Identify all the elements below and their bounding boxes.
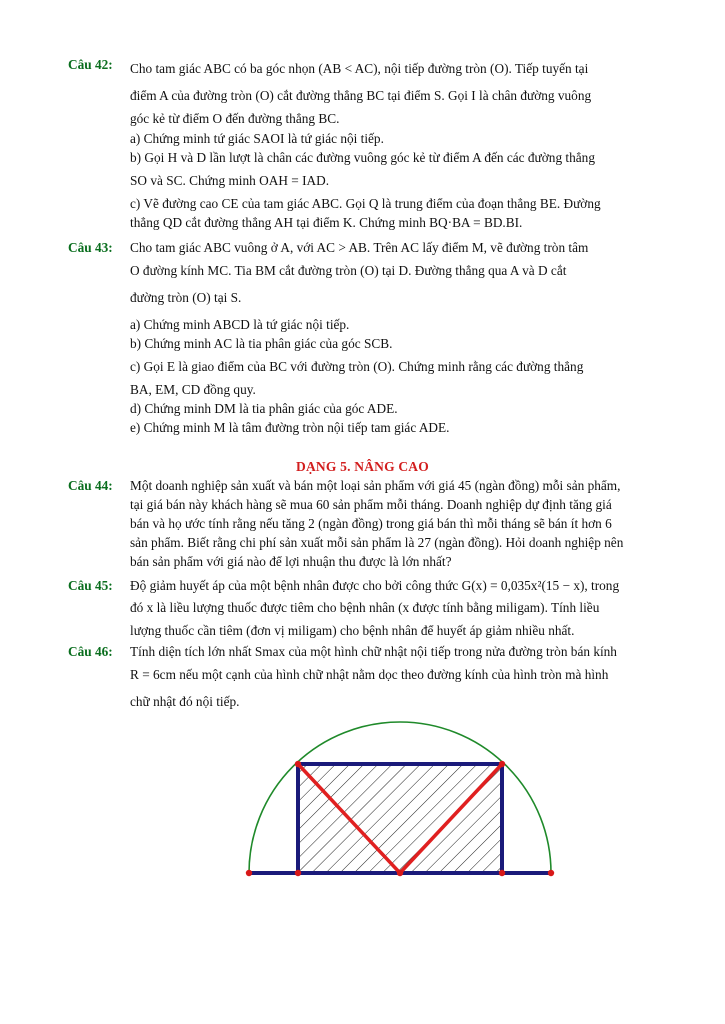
question-44 <box>68 476 673 571</box>
part-a: a) Chứng minh ABCD là tứ giác nội tiếp. <box>130 317 350 332</box>
question-42 <box>68 55 673 232</box>
question-text-line: điểm A của đường tròn (O) cắt đường thẳng BC tại điểm S. Gọi I là chân đường vuông <box>130 88 592 103</box>
point-rect-top-left <box>295 761 301 767</box>
part-c-line1: c) Gọi E là giao điểm của BC với đường tròn (O). Chứng minh rằng các đường thẳng <box>130 359 584 374</box>
question-45 <box>68 576 673 640</box>
question-text-line: O đường kính MC. Tia BM cắt đường tròn (O) tại D. Đường thẳng qua A và D cắt <box>130 263 567 278</box>
question-parts <box>130 129 673 232</box>
question-label: Câu 43: <box>68 240 113 255</box>
point-diameter-left <box>246 870 252 876</box>
question-text-line: đó x là liều lượng thuốc được tiêm cho bệnh nhân (x được tính bằng miligam). Tính liều <box>130 600 600 615</box>
inscribed-rectangle <box>298 764 502 873</box>
question-text-line: Cho tam giác ABC có ba góc nhọn (AB < AC), nội tiếp đường tròn (O). Tiếp tuyến tại <box>130 61 589 76</box>
section-title: DẠNG 5. NÂNG CAO <box>296 459 429 474</box>
question-text-line: góc kẻ từ điểm O đến đường thẳng BC. <box>130 111 340 126</box>
part-c-line2: thẳng QD cắt đường thẳng AH tại điểm K. Chứng minh BQ·BA = BD.BI. <box>130 215 523 230</box>
question-intro <box>130 238 673 311</box>
question-text-line: Cho tam giác ABC vuông ở A, với AC > AB. Trên AC lấy điểm M, vẽ đường tròn tâm <box>130 240 589 255</box>
question-text-line: Độ giảm huyết áp của một bệnh nhân được cho bởi công thức G(x) = 0,035x²(15 − x), trong <box>130 578 620 593</box>
question-46 <box>68 642 673 715</box>
question-text-line: đường tròn (O) tại S. <box>130 290 242 305</box>
point-center <box>397 870 403 876</box>
question-43 <box>68 238 673 437</box>
question-intro <box>130 55 673 129</box>
question-text-line: Tính diện tích lớn nhất Smax của một hình chữ nhật nội tiếp trong nửa đường tròn bán kính <box>130 644 617 659</box>
question-body <box>130 642 673 715</box>
semicircle-rectangle-figure <box>240 718 560 883</box>
question-body <box>130 576 673 640</box>
question-body <box>130 476 673 571</box>
question-label: Câu 46: <box>68 644 113 659</box>
part-b: b) Chứng minh AC là tia phân giác của góc SCB. <box>130 336 393 351</box>
part-a: a) Chứng minh tứ giác SAOI là tứ giác nội tiếp. <box>130 131 384 146</box>
part-d: d) Chứng minh DM là tia phân giác của góc ADE. <box>130 401 398 416</box>
question-text-line: chữ nhật đó nội tiếp. <box>130 694 240 709</box>
question-label: Câu 42: <box>68 57 113 72</box>
question-text-line: bán và họ ước tính rằng nếu tăng 2 (ngàn đồng) trong giá bán thì mỗi tháng sẽ bán ít hơn 6 <box>130 516 612 531</box>
question-text-line: Một doanh nghiệp sản xuất và bán một loại sản phẩm với giá 45 (ngàn đồng) mỗi sản phẩm, <box>130 478 621 493</box>
question-parts <box>130 315 673 437</box>
question-label: Câu 45: <box>68 578 113 593</box>
part-c-line2: BA, EM, CD đồng quy. <box>130 382 256 397</box>
point-diameter-right <box>548 870 554 876</box>
question-text-line: bán sản phẩm với giá nào để lợi nhuận thu được là lớn nhất? <box>130 554 452 569</box>
question-text-line: lượng thuốc cần tiêm (đơn vị miligam) cho bệnh nhân để huyết áp giảm nhiều nhất. <box>130 623 575 638</box>
point-rect-bottom-left <box>295 870 301 876</box>
part-b-line2: SO và SC. Chứng minh OAH = IAD. <box>130 173 330 188</box>
question-text-line: R = 6cm nếu một cạnh của hình chữ nhật nằm dọc theo đường kính của hình tròn mà hình <box>130 667 609 682</box>
question-label: Câu 44: <box>68 478 113 493</box>
part-b-line1: b) Gọi H và D lần lượt là chân các đường vuông góc kẻ từ điểm A đến các đường thẳng <box>130 150 595 165</box>
point-rect-top-right <box>499 761 505 767</box>
question-text-line: tại giá bán này khách hàng sẽ mua 60 sản phẩm mỗi tháng. Doanh nghiệp dự định tăng giá <box>130 497 612 512</box>
point-rect-bottom-right <box>499 870 505 876</box>
part-c-line1: c) Vẽ đường cao CE của tam giác ABC. Gọi Q là trung điểm của đoạn thẳng BE. Đường <box>130 196 601 211</box>
question-text-line: sản phẩm. Biết rằng chi phí sản xuất mỗi sản phẩm là 27 (ngàn đồng). Hỏi doanh nghiệp nên <box>130 535 624 550</box>
part-e: e) Chứng minh M là tâm đường tròn nội tiếp tam giác ADE. <box>130 420 450 435</box>
